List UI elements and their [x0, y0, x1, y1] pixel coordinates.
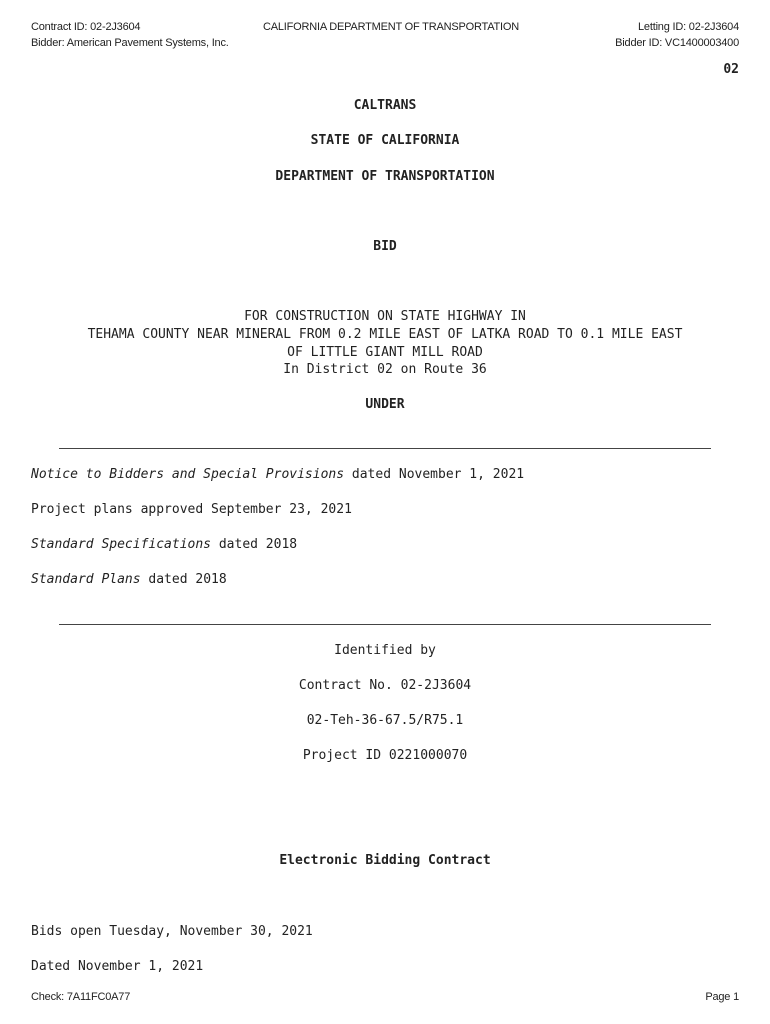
- bids-open: Bids open Tuesday, November 30, 2021: [31, 924, 313, 939]
- check-code: Check: 7A11FC0A77: [31, 991, 131, 1003]
- agency-name: CALIFORNIA DEPARTMENT OF TRANSPORTATION: [262, 21, 520, 33]
- project-line-3: OF LITTLE GIANT MILL ROAD: [287, 345, 483, 360]
- department-title: DEPARTMENT OF TRANSPORTATION: [275, 169, 495, 184]
- state-title: STATE OF CALIFORNIA: [310, 133, 460, 148]
- document-type: BID: [373, 239, 397, 254]
- bidder-id: Bidder ID: VC1400003400: [615, 37, 739, 49]
- specs-title: Standard Specifications: [31, 537, 212, 552]
- std-plans-date: dated 2018: [140, 572, 227, 587]
- notice-line: [31, 466, 524, 484]
- identified-by: Identified by: [334, 643, 436, 658]
- page-number: Page 1: [705, 991, 739, 1003]
- dated-line: Dated November 1, 2021: [31, 959, 204, 974]
- project-line-1: FOR CONSTRUCTION ON STATE HIGHWAY IN: [244, 309, 526, 324]
- std-plans-title: Standard Plans: [31, 572, 141, 587]
- letting-id: Letting ID: 02-2J3604: [638, 21, 739, 33]
- under-label: UNDER: [365, 397, 405, 412]
- contract-id: Contract ID: 02-2J3604: [31, 21, 141, 33]
- divider-bottom: [59, 624, 711, 625]
- specs-line: [31, 536, 297, 554]
- project-line-2: TEHAMA COUNTY NEAR MINERAL FROM 0.2 MILE EAST OF LATKA ROAD TO 0.1 MILE EAST: [87, 327, 683, 342]
- std-plans-line: [31, 571, 227, 589]
- header-right: [615, 19, 739, 51]
- project-id: Project ID 0221000070: [302, 748, 468, 763]
- district-badge: 02: [723, 62, 739, 77]
- project-line-4: In District 02 on Route 36: [283, 362, 487, 377]
- contract-type: Electronic Bidding Contract: [279, 853, 491, 868]
- location-code: 02-Teh-36-67.5/R75.1: [306, 713, 464, 728]
- contract-number: Contract No. 02-2J3604: [298, 678, 472, 693]
- plans-line: Project plans approved September 23, 2021: [31, 502, 352, 517]
- caltrans-title: CALTRANS: [353, 98, 417, 113]
- bidder-name: Bidder: American Pavement Systems, Inc.: [31, 37, 229, 49]
- specs-date: dated 2018: [211, 537, 298, 552]
- divider-top: [59, 448, 711, 449]
- notice-date: dated November 1, 2021: [344, 467, 525, 482]
- notice-title: Notice to Bidders and Special Provisions: [31, 467, 345, 482]
